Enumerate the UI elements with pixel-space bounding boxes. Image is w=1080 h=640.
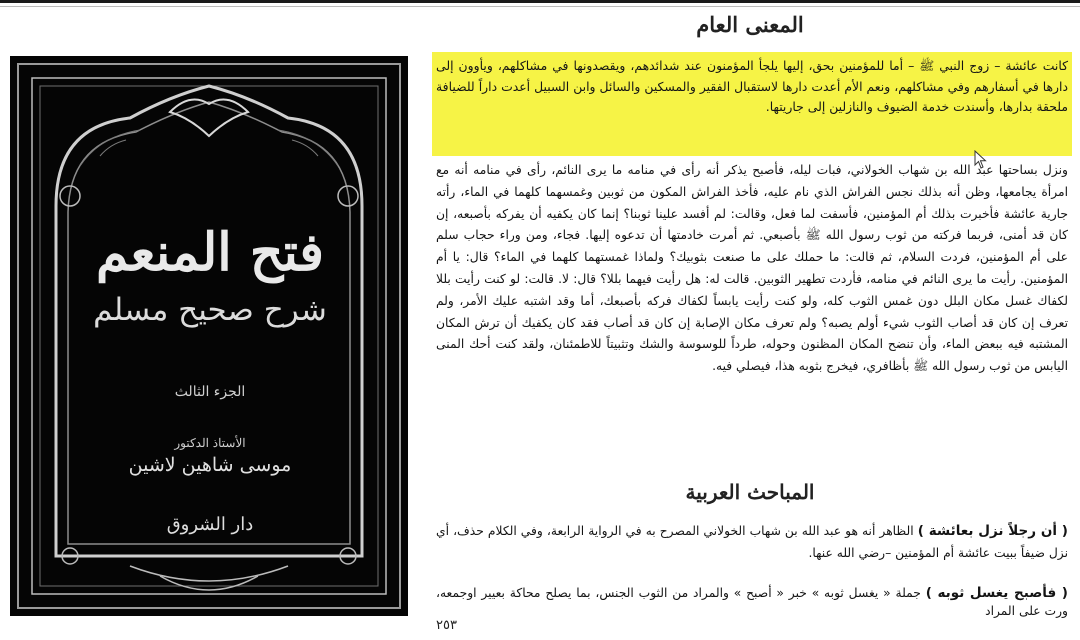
cover-publisher: دار الشروق (166, 514, 254, 535)
cover-subtitle: شرح صحيح مسلم (93, 292, 327, 328)
top-border-line (0, 0, 1080, 3)
arabic-note-1 (436, 520, 1068, 564)
arabic-note-1-text: الظاهر أنه هو عبد الله بن شهاب الخولاني المصرح به في الرواية الرابعة، وفي الكلام حذف، أي نزل ضيفاً ببيت عائشة أم المؤمنين –رضي الله عنها. (436, 524, 1068, 560)
cover-author-title: الأستاذ الدكتور (174, 436, 246, 450)
main-paragraph: ونزل بساحتها عبد الله بن شهاب الخولاني، فبات ليله، فأصبح يذكر أنه رأى في منامه ما يرى النائم، رأى في منامه أنه مع امرأة يجامعها، وظن أنه بذلك نجس الفراش الذي نام عليه، فأخذ الفراش المكون من ثوبين وغمسهما كلهما في الماء، رأته جارية عائشة فأخبرت بذلك أم المؤمنين، فأسفت لما فعل، وقالت: لم أفسد علينا ثوبنا؟ إنما كان يكفيه أن يفركه بأصبعه، إن كان قد أمنى، فربما فركته من ثوب رسول الله ﷺ بأصبعي. ثم أمرت خادمتها أن تدعوه إليها. فجاء، ومن وراء حجاب سلم على أم المؤمنين، فردت السلام، ثم قالت: ما حملك على ما صنعت بثوبيك؟ ولماذا غمستهما كلهما في الماء؟ قال: يا أم المؤمنين. رأيت ما يرى النائم في منامه، فأردت تطهير الثوبين. قالت له: هل رأيت فيهما بللا؟ قال: لا. قالت: لو كنت رأيت بللا لكفاك غسل مكان البلل دون غمس الثوب كله، ولو كنت رأيت يابساً لكفاك فركه بأصبعك، أما وقد اشتبه عليك الأمر، ولم تعرف إن كان قد أصاب الثوب شيء أولم يصبه؟ ولم تعرف مكان الإصابة إن كان قد أصاب فقد كان يكفيك أن ترش المكان المشتبه فيه ببعض الماء، وأن تنضح المكان المظنون وحوله، طرداً للوسوسة والشك وتثبيتاً للاطمئنان، ولقد كنت أحك المنى اليابس من ثوب رسول الله ﷺ بأظافري، فيخرج بثوبه هذا، فيصلي فيه. (436, 163, 1068, 374)
arabic-note-2 (436, 584, 1068, 620)
heading-general-meaning: المعنى العام (696, 12, 804, 37)
arabic-note-2-term: ( فأصبح يغسل ثوبه ) (925, 585, 1068, 601)
cover-author: موسى شاهين لاشين (128, 454, 292, 476)
heading-arabic-topics: المباحث العربية (685, 480, 815, 504)
arabic-note-1-term: ( أن رجلاً نزل بعائشة ) (917, 523, 1068, 539)
cover-volume: الجزء الثالث (174, 384, 246, 400)
top-border-thin-line (0, 6, 1080, 7)
cover-title: فتح المنعم (96, 222, 324, 283)
page-number: ٢٥٣ (436, 618, 457, 633)
highlighted-paragraph: كانت عائشة – زوج النبي ﷺ – أما للمؤمنين بحق، إليها يلجأ المؤمنون عند شدائدهم، ويقصدونها في مشاكلهم، ويأوون إلى دارها في أسفارهم وفي مشاكلهم، ونعم الأم أعدت دارها لاستقبال الفقير والمسكين والسائل وابن السبيل أعدت داراً للضيافة ملحقة بدارها، وأسندت خدمة الضيوف والنازلين إلى جاريتها. (436, 58, 1068, 114)
arabic-note-2-text: جملة « يغسل ثوبه » خبر « أصبح » والمراد من الثوب الجنس، بما يصلح محاكة بعيير اوجمعه، ورت على المراد (436, 586, 1068, 618)
book-cover (10, 56, 408, 616)
